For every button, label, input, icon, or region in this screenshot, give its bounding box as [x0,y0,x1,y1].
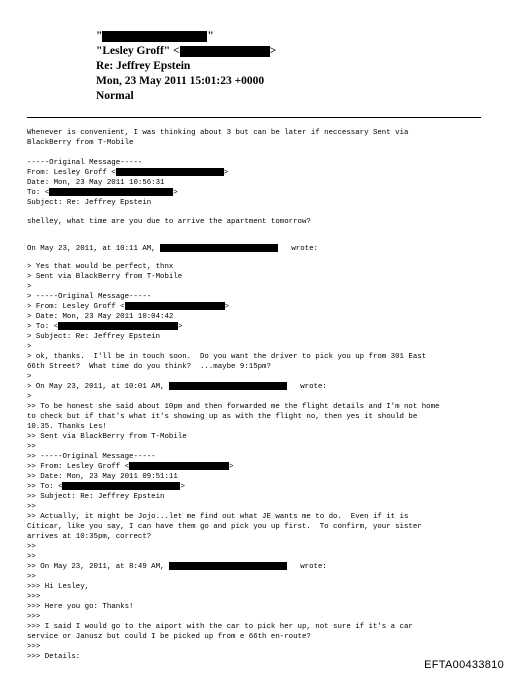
redaction-block [125,302,225,310]
body-line: > Yes that would be perfect, thnx [27,263,174,271]
subject-value: Re: Jeffrey Epstein [96,60,191,72]
redaction-block [116,168,224,176]
importance-value: Normal [96,90,134,102]
body-line: >> To: < > [27,483,185,491]
redaction-block [169,562,287,570]
body-line: >>> [27,613,41,621]
body-line: >> From: Lesley Groff < > [27,463,234,471]
body-line: > To: < > [27,323,183,331]
body-line: >> [27,443,36,451]
body-line: Date: Mon, 23 May 2011 10:56:31 [27,179,165,187]
body-line: 10.35. Thanks Les! [27,423,107,431]
body-line: >> To be honest she said about 10pm and then forwarded me the flight details and I'm not home [27,403,440,411]
from-value: " " [96,30,214,42]
body-line: > From: Lesley Groff < > [27,303,230,311]
redaction-block [160,244,278,252]
body-line: shelley, what time are you due to arrive the apartment tomorrow? [27,218,311,226]
body-line: On May 23, 2011, at 10:11 AM, wrote: [27,245,318,253]
body-line: >>> [27,643,41,651]
body-line: >> [27,553,36,561]
body-line: Citicar, like you say, I can have them go and pick you up first. To confirm, your sister [27,523,422,531]
body-line: service or Janusz but could I be picked up from e 66th en-route? [27,633,311,641]
body-line: >> [27,503,36,511]
body-line: >> Sent via BlackBerry from T-Mobile [27,433,187,441]
body-line: > [27,343,32,351]
redaction-block [129,462,229,470]
body-line: arrives at 10:35pm, correct? [27,533,152,541]
body-line: > On May 23, 2011, at 10:01 AM, wrote: [27,383,327,391]
body-line: >> [27,573,36,581]
body-line: >> Date: Mon, 23 May 2011 09:51:11 [27,473,178,481]
body-line: > Date: Mon, 23 May 2011 10:04:42 [27,313,174,321]
body-line: >> [27,543,36,551]
body-line: 66th Street? What time do you think? ...maybe 9:15pm? [27,363,271,371]
header-divider [27,117,481,118]
body-line: to check but if that's what it's showing up as with the flight no, then yes it should be [27,413,418,421]
body-line: >>> Hi Lesley, [27,583,90,591]
body-line: >>> Details: [27,653,81,661]
body-line: > [27,283,32,291]
date-value: Mon, 23 May 2011 15:01:23 +0000 [96,75,265,87]
body-line: >> Actually, it might be Jojo...let me find out what JE wants me to do. Even if it is [27,513,409,521]
document-id: EFTA00433810 [424,659,504,671]
body-line: >> Subject: Re: Jeffrey Epstein [27,493,165,501]
redaction-block [62,482,180,490]
body-line: > ok, thanks. I'll be in touch soon. Do you want the driver to pick you up from 301 East [27,353,427,361]
body-line: Whenever is convenient, I was thinking about 3 but can be later if neccessary Sent via [27,129,409,137]
redaction-block [169,382,287,390]
body-line: > [27,373,32,381]
body-line: > Subject: Re: Jeffrey Epstein [27,333,161,341]
redaction-block [102,31,207,42]
body-line: -----Original Message----- [27,159,143,167]
body-line: >> -----Original Message----- [27,453,156,461]
to-value: "Lesley Groff" < > [96,45,277,57]
body-line: >>> Here you go: Thanks! [27,603,134,611]
body-line: >> On May 23, 2011, at 8:49 AM, wrote: [27,563,327,571]
body-line: > Sent via BlackBerry from T-Mobile [27,273,183,281]
body-line: BlackBerry from T-Mobile [27,139,134,147]
body-line: From: Lesley Groff < > [27,169,229,177]
body-line: To: < > [27,189,178,197]
body-line: > [27,393,32,401]
redaction-block [58,322,178,330]
redaction-block [49,188,173,196]
body-line: > -----Original Message----- [27,293,152,301]
redaction-block [180,46,270,57]
body-line: Subject: Re: Jeffrey Epstein [27,199,152,207]
body-line: >>> I said I would go to the aiport with the car to pick her up, not sure if it's a car [27,623,413,631]
body-line: >>> [27,593,41,601]
